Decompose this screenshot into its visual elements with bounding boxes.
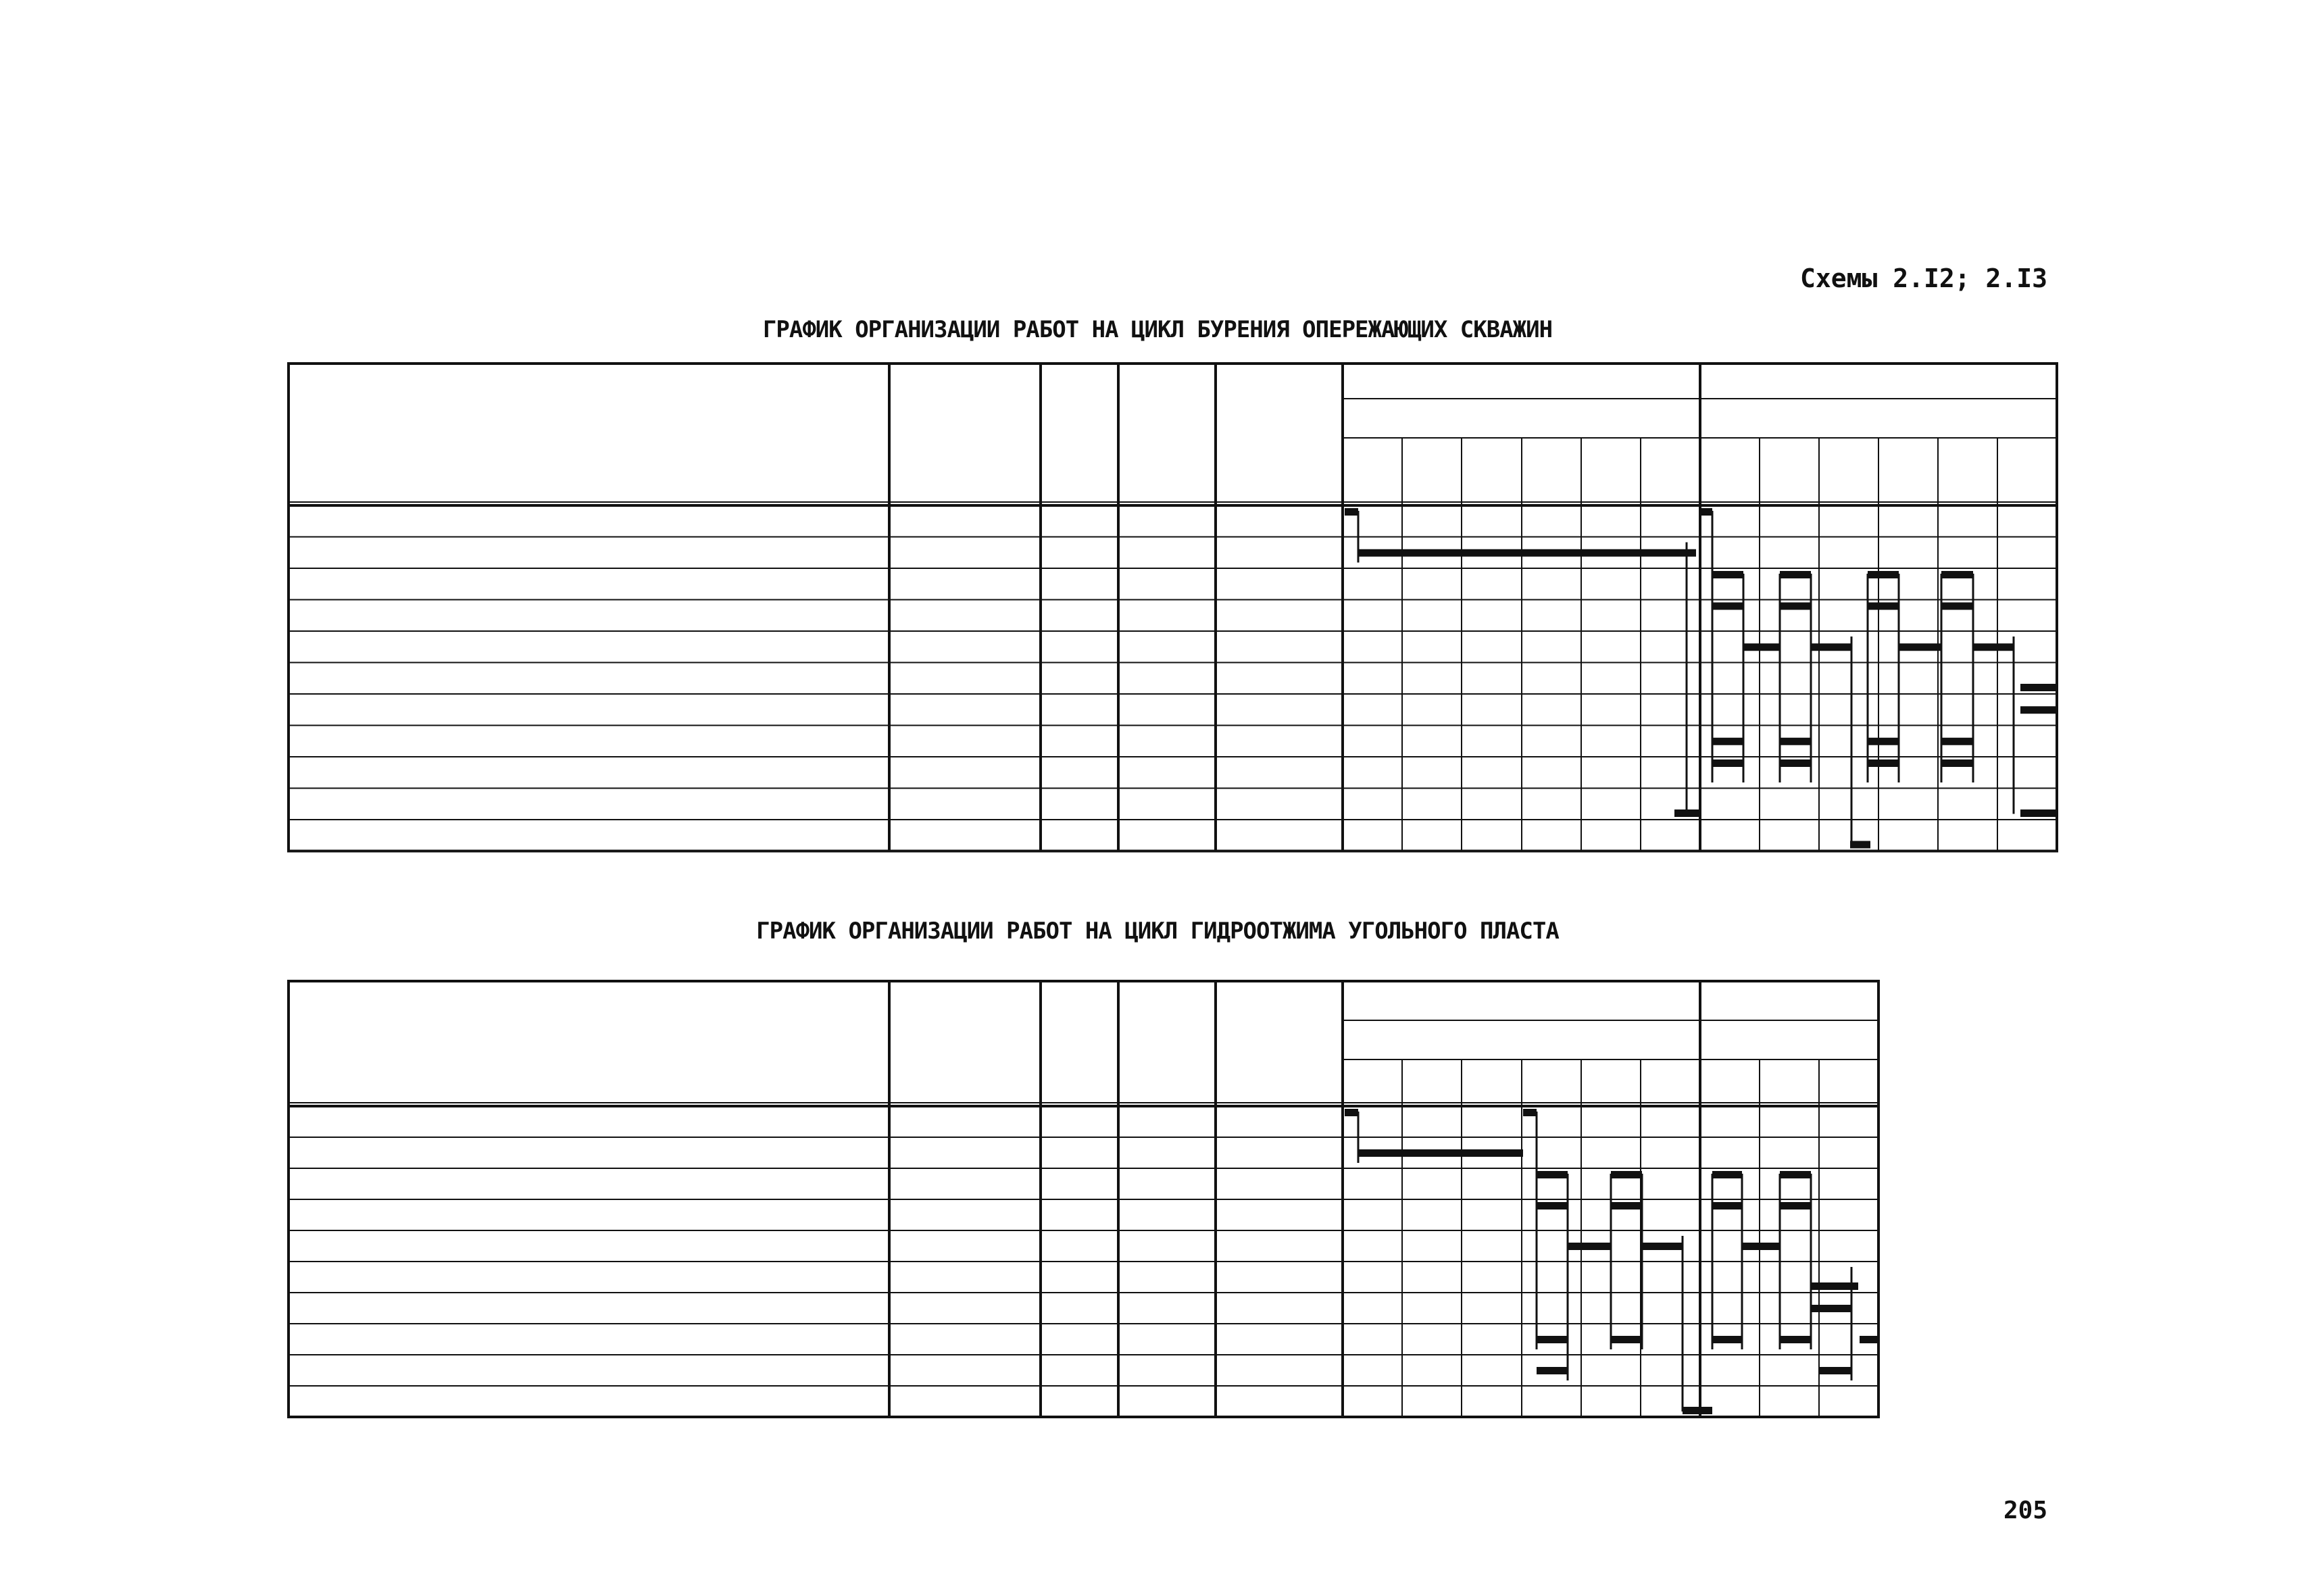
table2-title: ГРАФИК ОРГАНИЗАЦИИ РАБОТ НА ЦИКЛ ГИДРООТЖИМА УГОЛЬНОГО ПЛАСТА [756,918,1559,945]
schedule-bar [1683,1407,1712,1414]
schedule-bar [1358,1149,1523,1157]
schedule-bar [1712,1202,1742,1210]
schedule-bar [1742,1243,1780,1250]
schedule-bar [1611,1336,1642,1343]
schedule-bar [1537,1336,1568,1343]
schedule-bar [1568,1243,1611,1250]
schedule-bar [1537,1367,1568,1374]
schedule-bar [1819,1367,1851,1374]
schedule-bar [1642,1243,1683,1250]
schedule-bar [1523,1109,1537,1116]
schedule-bar [1611,1171,1642,1178]
page-number: 205 [2003,1497,2047,1524]
schedule-bar [1860,1336,1878,1343]
schedule-bar [1537,1171,1568,1178]
schedule-bar [1345,1109,1358,1116]
table1-title: ГРАФИК ОРГАНИЗАЦИИ РАБОТ НА ЦИКЛ БУРЕНИЯ ОПЕРЕЖАЮЩИХ СКВАЖИН [762,316,1553,343]
schedule-bar [1537,1202,1568,1210]
schedule-bar [1712,1336,1742,1343]
schedule-bar [1811,1305,1851,1312]
scheme-reference: Схемы 2.I2; 2.I3 [1799,264,2047,293]
schedule-bar [1780,1336,1811,1343]
schedule-bar [1712,1171,1742,1178]
schedule-bar [1780,1202,1811,1210]
schedule-bar [1780,1171,1811,1178]
schedule-bar [1611,1202,1642,1210]
